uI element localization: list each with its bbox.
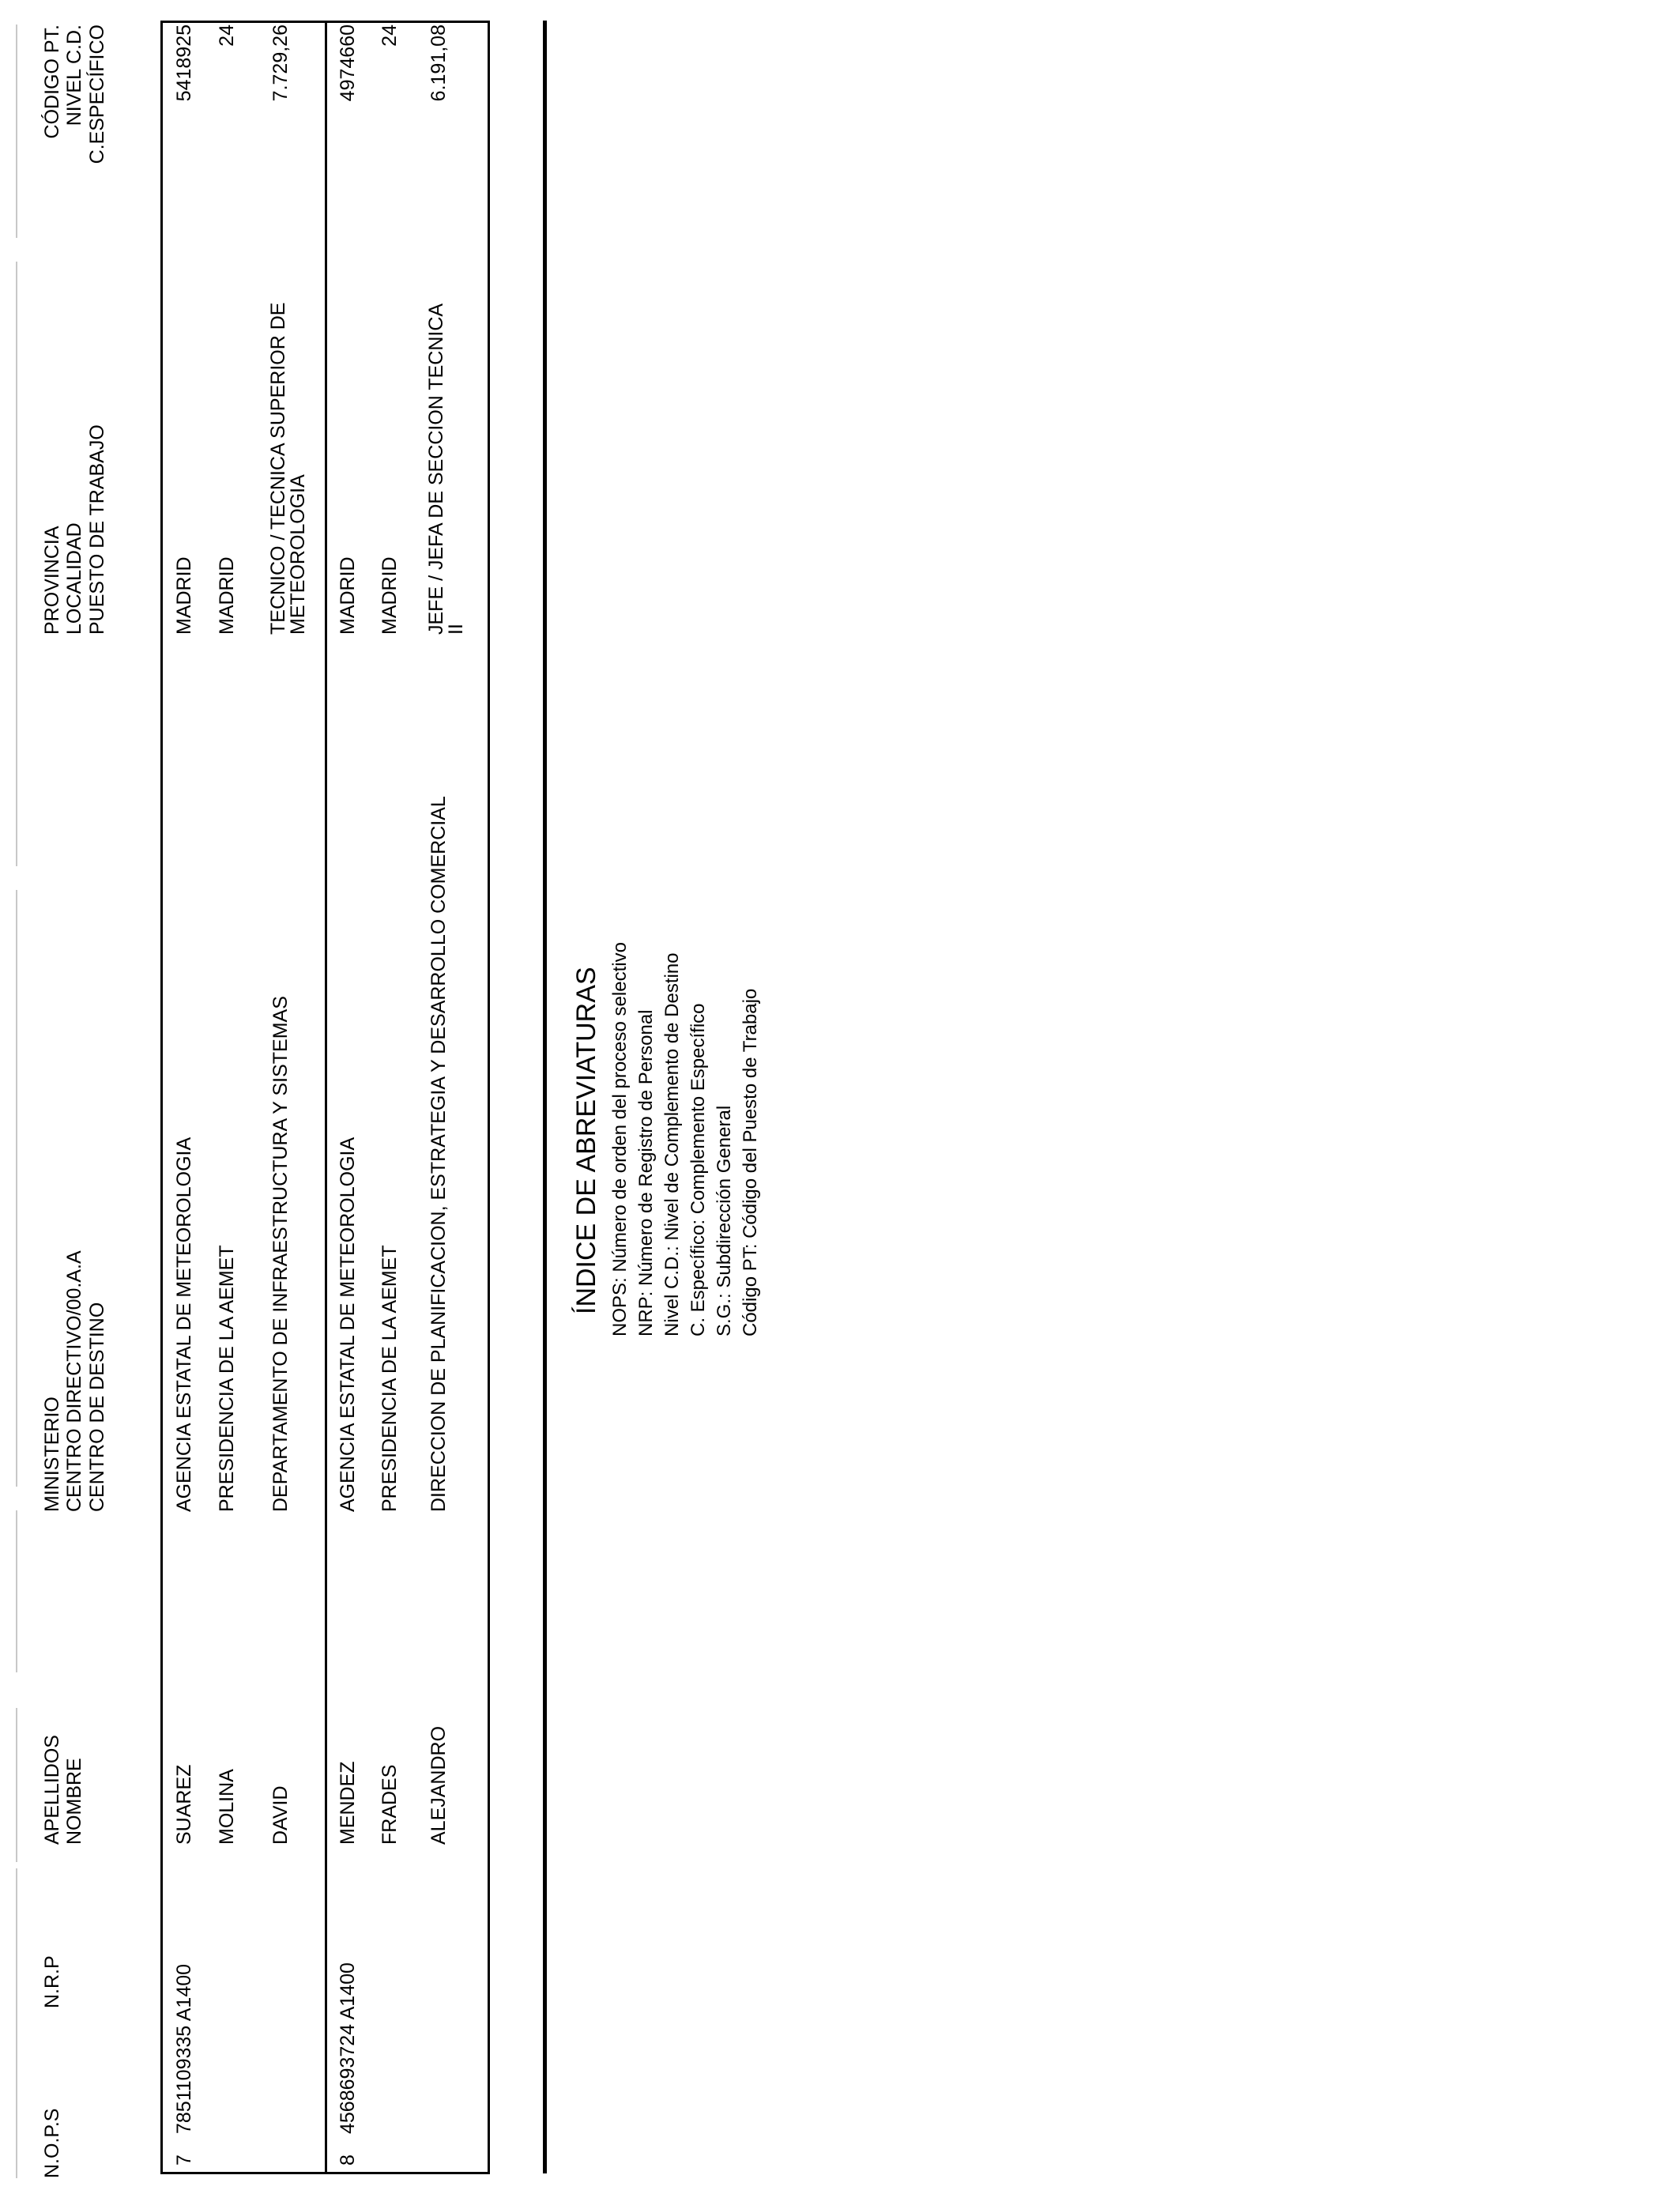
cell-nrp: 7851109335 A1400 bbox=[173, 1963, 195, 2134]
cell-provincia: MADRID bbox=[337, 556, 359, 635]
cell-nrp: 4568693724 A1400 bbox=[337, 1962, 359, 2134]
cell-localidad: MADRID bbox=[216, 556, 238, 635]
header-separator bbox=[16, 262, 17, 866]
header-separator bbox=[16, 1708, 17, 1862]
header-nivel-cd: NIVEL C.D. bbox=[63, 25, 85, 126]
header-nrp: N.R.P bbox=[41, 1955, 63, 2008]
cell-puesto: JEFE / JEFA DE SECCION TECNICA II bbox=[425, 304, 467, 635]
index-item: Nivel C.D.: Nivel de Complemento de Destino bbox=[661, 952, 683, 1336]
cell-centro-destino: DIRECCION DE PLANIFICACION, ESTRATEGIA Y DESARROLLO COMERCIAL bbox=[428, 796, 450, 1512]
cell-nops: 7 bbox=[173, 2154, 195, 2166]
header-ministerio: MINISTERIO bbox=[41, 1397, 63, 1512]
cell-apellido1: MENDEZ bbox=[337, 1761, 359, 1845]
cell-ministerio: AGENCIA ESTATAL DE METEOROLOGIA bbox=[337, 1137, 359, 1512]
header-centro-directivo: CENTRO DIRECTIVO/00.A.A bbox=[63, 1250, 85, 1512]
header-localidad: LOCALIDAD bbox=[63, 522, 85, 635]
header-nombre: NOMBRE bbox=[63, 1758, 85, 1845]
separator-rule bbox=[543, 21, 547, 2173]
header-separator bbox=[16, 890, 17, 1487]
header-apellidos: APELLIDOS bbox=[41, 1735, 63, 1845]
header-nops: N.O.P.S bbox=[41, 2108, 63, 2178]
index-item: S.G.: Subdirección General bbox=[714, 1105, 735, 1336]
cell-apellido1: SUAREZ bbox=[173, 1764, 195, 1845]
header-separator bbox=[16, 1510, 17, 1672]
cell-nops: 8 bbox=[337, 2154, 359, 2166]
header-puesto: PUESTO DE TRABAJO bbox=[86, 424, 108, 635]
index-item: C. Específico: Complemento Específico bbox=[687, 1003, 709, 1336]
index-title: ÍNDICE DE ABREVIATURAS bbox=[571, 967, 601, 1314]
header-separator bbox=[16, 25, 17, 238]
header-separator bbox=[16, 1868, 17, 2178]
cell-localidad: MADRID bbox=[379, 556, 401, 635]
cell-provincia: MADRID bbox=[173, 556, 195, 635]
cell-nombre: DAVID bbox=[269, 1785, 292, 1845]
index-item: Código PT: Código del Puesto de Trabajo bbox=[740, 988, 761, 1336]
row-divider bbox=[325, 21, 327, 2174]
cell-c-especifico: 7.729,26 bbox=[269, 25, 292, 102]
cell-codigo-pt: 4974660 bbox=[337, 25, 359, 102]
header-codigo-pt: CÓDIGO PT. bbox=[41, 25, 63, 139]
header-centro-destino: CENTRO DE DESTINO bbox=[86, 1302, 108, 1512]
cell-c-especifico: 6.191,08 bbox=[428, 25, 450, 102]
header-provincia: PROVINCIA bbox=[41, 526, 63, 635]
cell-nombre: ALEJANDRO bbox=[428, 1725, 450, 1845]
cell-centro-destino: DEPARTAMENTO DE INFRAESTRUCTURA Y SISTEMAS bbox=[269, 996, 292, 1512]
index-item: NRP: Número de Registro de Personal bbox=[635, 1009, 657, 1336]
index-item: NOPS: Número de orden del proceso selectivo bbox=[609, 942, 631, 1336]
header-c-especifico: C.ESPECÍFICO bbox=[86, 25, 108, 164]
cell-nivel-cd: 24 bbox=[216, 25, 238, 47]
cell-apellido2: MOLINA bbox=[216, 1769, 238, 1845]
cell-ministerio: AGENCIA ESTATAL DE METEOROLOGIA bbox=[173, 1137, 195, 1512]
cell-puesto: TECNICO / TECNICA SUPERIOR DE METEOROLOGIA bbox=[267, 302, 309, 635]
cell-centro-directivo: PRESIDENCIA DE LA AEMET bbox=[379, 1245, 401, 1512]
cell-apellido2: FRADES bbox=[379, 1764, 401, 1845]
cell-codigo-pt: 5418925 bbox=[173, 25, 195, 102]
cell-nivel-cd: 24 bbox=[379, 25, 401, 47]
cell-centro-directivo: PRESIDENCIA DE LA AEMET bbox=[216, 1245, 238, 1512]
